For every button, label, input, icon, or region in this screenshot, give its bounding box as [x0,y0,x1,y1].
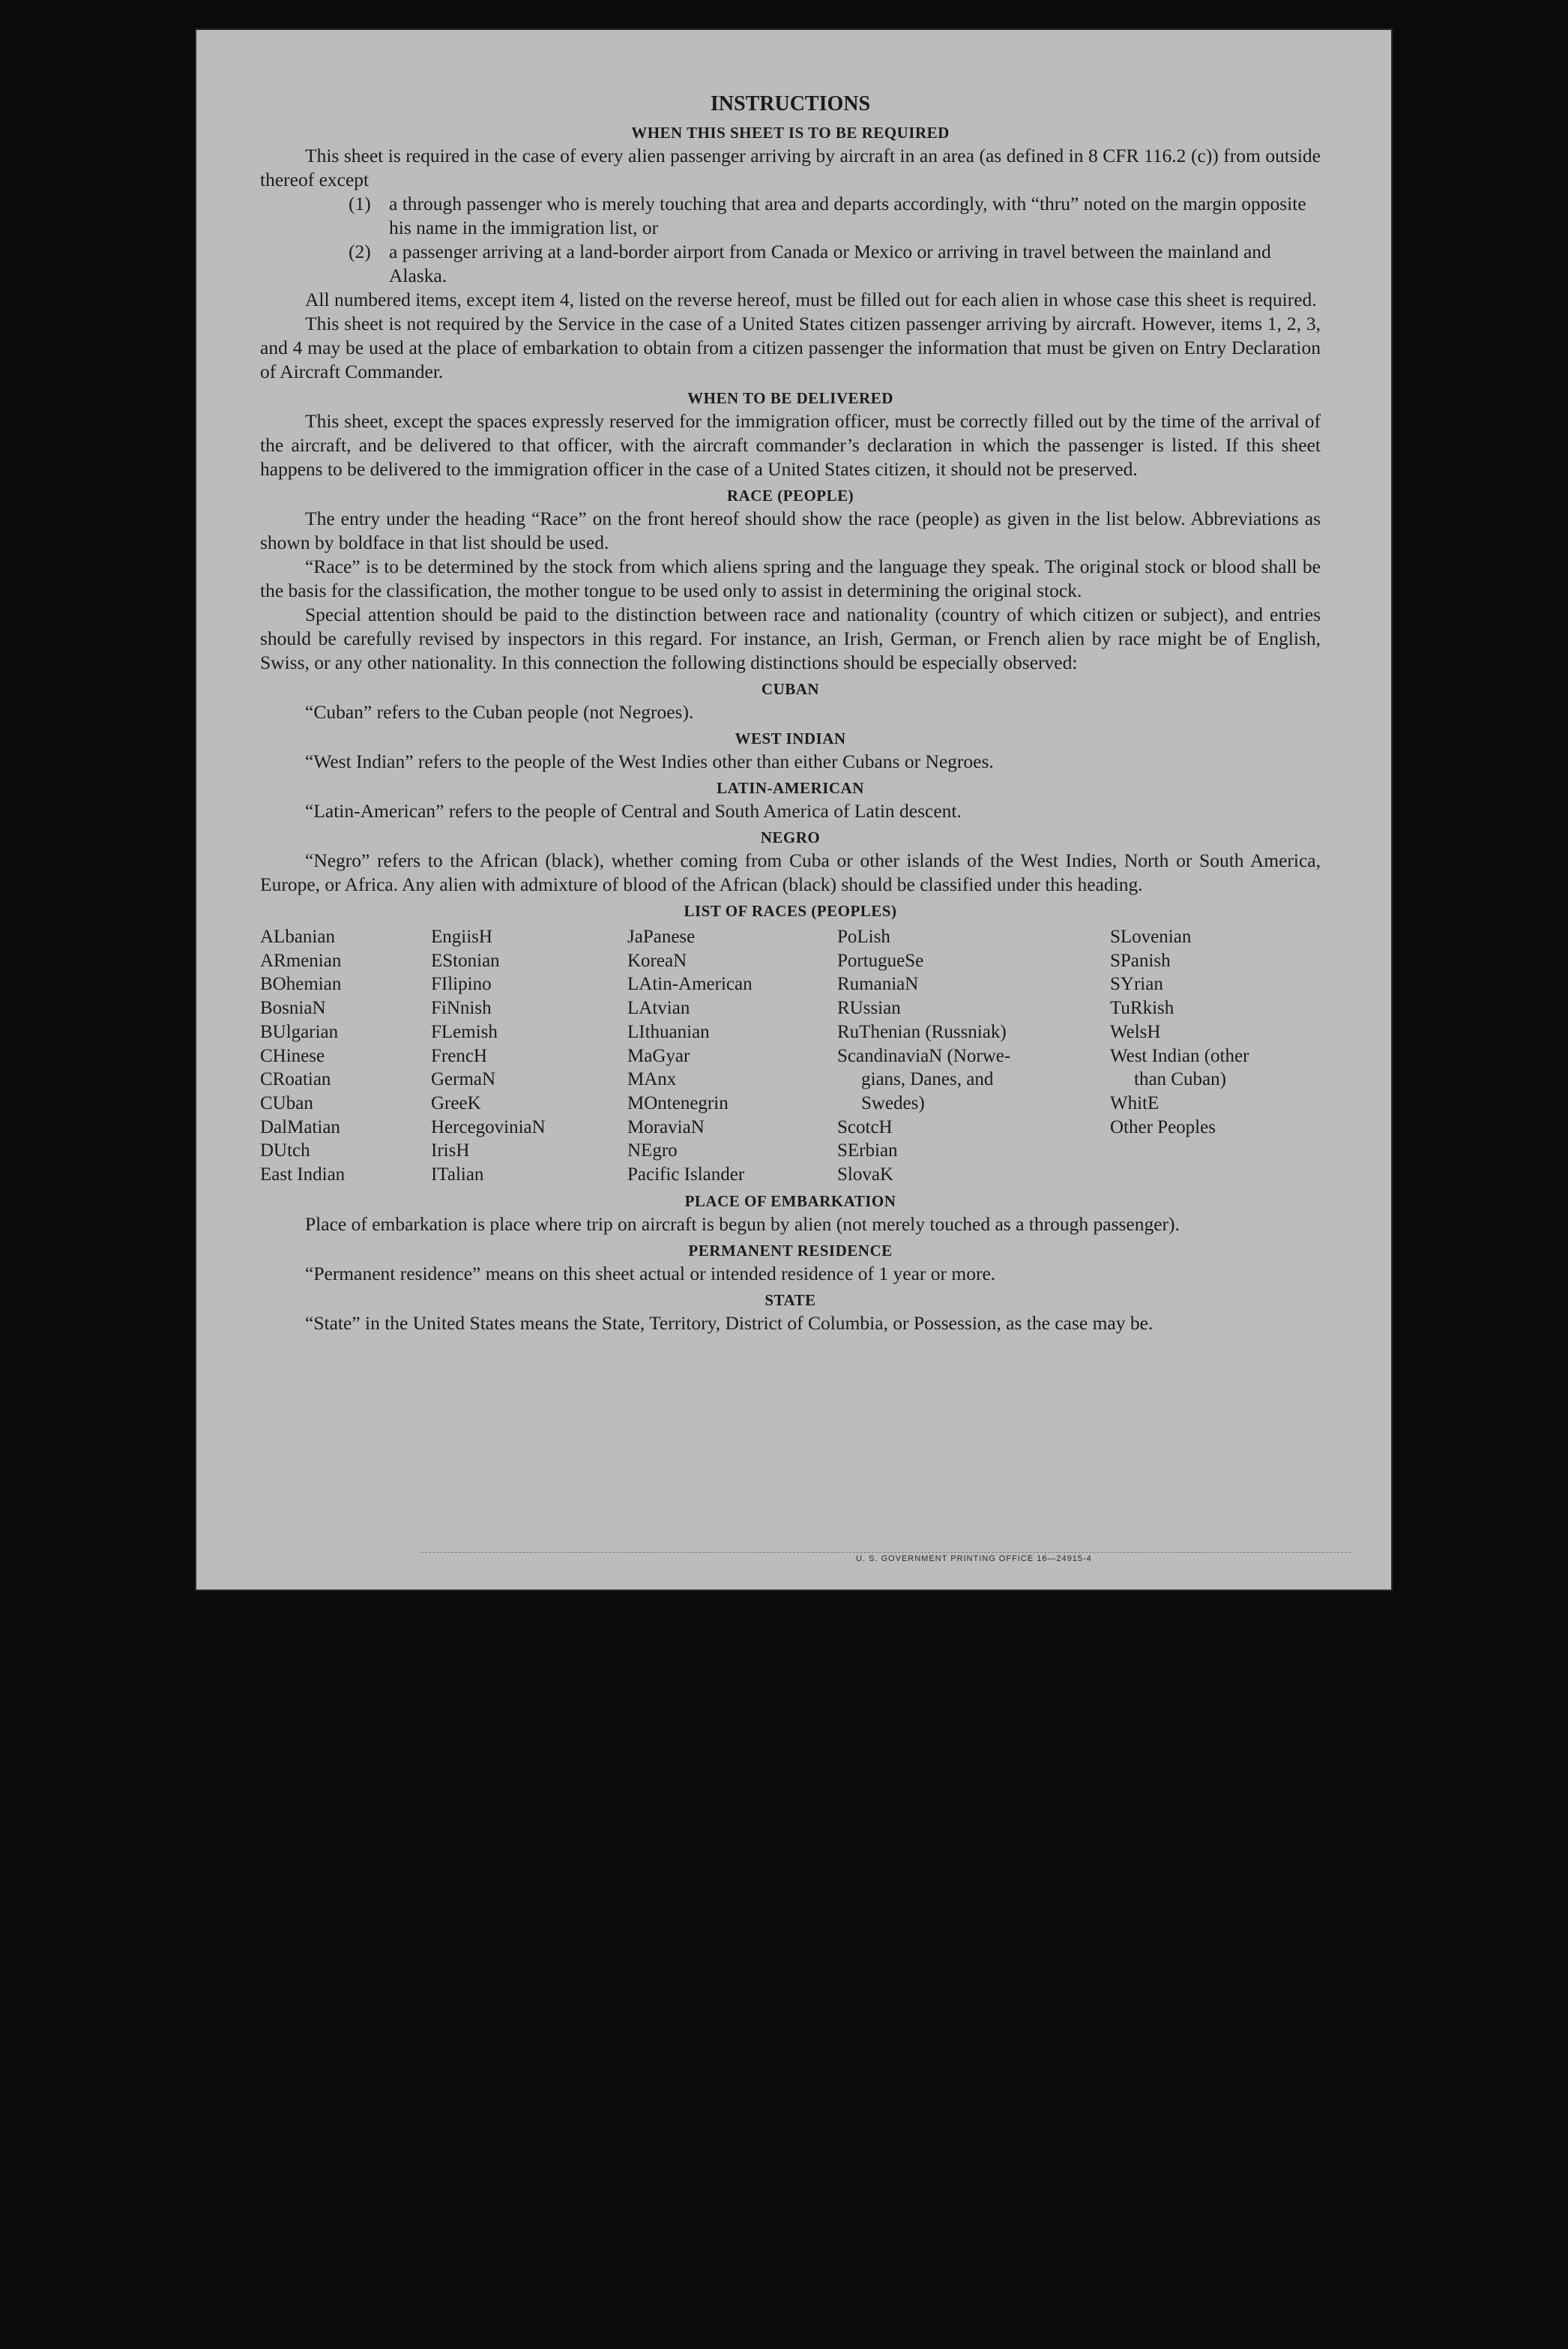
race-item: BUlgarian [260,1021,339,1042]
race-item: BOhemian [260,974,342,995]
race-item: LIthuanian [627,1021,710,1042]
heading-when-required: WHEN THIS SHEET IS TO BE REQUIRED [631,124,950,142]
form-sheet [196,30,1391,1589]
race-item: GermaN [431,1069,496,1090]
heading-state: STATE [765,1290,816,1309]
heading-permanent-residence: PERMANENT RESIDENCE [688,1241,893,1260]
race-item: SLovenian [1110,927,1192,947]
race-paragraph-1: The entry under the heading “Race” on the front hereof should show the race (people) as given in the list below. Abbreviations as shown by boldface in that list should be used. [260,508,1321,553]
heading-race: RACE (PEOPLE) [726,487,854,505]
race-item: WelsH [1110,1021,1161,1042]
race-item: CHinese [260,1045,325,1066]
race-item: ScandinaviaN (Norwe- [837,1045,1011,1066]
race-item: KoreaN [627,950,687,971]
races-column-3 [627,925,837,1187]
race-item: LAtvian [627,998,690,1019]
heading-negro: NEGRO [760,828,821,846]
race-item: Other Peoples [1110,1116,1216,1137]
race-item: MAnx [627,1069,677,1090]
race-item: RumaniaN [837,974,919,995]
cuban-paragraph: “Cuban” refers to the Cuban people (not Negroes). [305,701,694,723]
race-paragraph-2: “Race” is to be determined by the stock from which aliens spring and the language they speak. The original stock or blood shall be the basis for the classification, the mother tongue to be used only to assist in determining the original stock. [260,556,1321,601]
instructions-content [260,90,1321,1335]
race-item: West Indian (other [1110,1045,1249,1066]
delivery-paragraph: This sheet, except the spaces expressly reserved for the immigration officer, must be correctly filled out by the time of the arrival of the aircraft, and be delivered to that officer, with the aircraft commander’s declaration in which the passenger is listed. If this sheet happens to be delivered to the immigration officer in the case of a United States citizen, it should not be preserved. [260,410,1321,480]
numbered-items-paragraph: All numbered items, except item 4, listed on the reverse hereof, must be filled out for each alien in whose case this sheet is required. [305,289,1317,310]
races-column-5 [1110,925,1320,1187]
state-paragraph: “State” in the United States means the State, Territory, District of Columbia, or Possession, as the case may be. [305,1311,1154,1334]
race-item: ScotcH [837,1116,893,1137]
heading-cuban: CUBAN [761,680,820,698]
race-item: RuThenian (Russniak) [837,1021,1007,1042]
race-item: MOntenegrin [627,1092,729,1113]
residence-paragraph: “Permanent residence” means on this sheet actual or intended residence of 1 year or more. [305,1262,996,1284]
race-item: GreeK [431,1092,481,1113]
race-item: ITalian [431,1164,484,1185]
race-item: PortugueSe [837,950,924,971]
printing-office-footer: U. S. GOVERNMENT PRINTING OFFICE 16—24915-4 [856,1554,1092,1563]
race-item: LAtin-American [627,974,753,995]
heading-when-delivered: WHEN TO BE DELIVERED [687,389,893,407]
race-item: IrisH [431,1140,470,1161]
race-item: WhitE [1110,1092,1160,1113]
race-item: FrencH [431,1045,487,1066]
negro-paragraph: “Negro” refers to the African (black), whether coming from Cuba or other islands of the West Indies, North or South America, Europe, or Africa. Any alien with admixture of blood of the African (black) should be classified under this heading. [260,849,1321,895]
race-item: EStonian [431,950,500,971]
race-item: EngiisH [431,927,492,947]
page-title: INSTRUCTIONS [710,92,871,115]
race-item: JaPanese [627,927,696,947]
race-item: than Cuban) [1134,1069,1226,1090]
race-item: CRoatian [260,1069,331,1090]
heading-west-indian: WEST INDIAN [735,730,846,748]
race-item: FLemish [431,1021,498,1042]
race-item: DalMatian [260,1116,340,1137]
race-item: NEgro [627,1140,678,1161]
west-indian-paragraph: “West Indian” refers to the people of the West Indies other than either Cubans or Negroes. [305,751,994,772]
races-column-4 [837,925,1110,1187]
race-item: FiNnish [431,998,492,1019]
race-item: TuRkish [1110,998,1175,1019]
exception-item-2: (2) a passenger arriving at a land-border airport from Canada or Mexico or arriving in travel between the mainland and Alaska. [349,241,1271,286]
race-item: ALbanian [260,927,335,947]
race-item: SYrian [1110,974,1163,995]
race-item: East Indian [260,1164,346,1185]
race-item: RUssian [837,998,901,1019]
exception-item-1: (1) a through passenger who is merely touching that area and departs accordingly, with “thru” noted on the margin opposite his name in the immigration list, or [349,193,1306,238]
race-item: ARmenian [260,950,342,971]
heading-list-of-races: LIST OF RACES (PEOPLES) [684,902,897,920]
race-item: FIlipino [431,974,492,995]
race-item: SlovaK [837,1164,893,1185]
intro-paragraph: This sheet is required in the case of every alien passenger arriving by aircraft in an area (as defined in 8 CFR 116.2 (c)) from outside thereof except [260,145,1321,190]
race-item: DUtch [260,1140,310,1161]
race-item: BosniaN [260,998,326,1019]
latin-american-paragraph: “Latin-American” refers to the people of Central and South America of Latin descent. [305,800,962,822]
race-paragraph-3: Special attention should be paid to the distinction between race and nationality (country of which citizen or subject), and entries should be carefully revised by inspectors in this regard. For instance, an Irish, German, or French alien by race might be of English, Swiss, or any other nationality. In this connection the following distinctions should be especially observed: [260,604,1321,673]
race-item: CUban [260,1092,313,1113]
race-item: MaGyar [627,1045,690,1066]
race-item: Pacific Islander [627,1164,745,1185]
races-column-2 [431,925,627,1187]
race-item: Swedes) [861,1092,925,1113]
heading-latin-american: LATIN-AMERICAN [717,779,864,797]
races-column-1 [260,925,431,1187]
race-item: HercegoviniaN [431,1116,546,1137]
embarkation-paragraph: Place of embarkation is place where trip on aircraft is begun by alien (not merely touched as a through passenger). [305,1212,1180,1235]
races-table [260,925,1321,1187]
race-item: PoLish [837,927,890,947]
race-item: MoraviaN [627,1116,705,1137]
footer-rule [421,1552,1351,1553]
heading-place-of-embarkation: PLACE OF EMBARKATION [684,1191,896,1210]
race-item: SErbian [837,1140,898,1161]
race-item: SPanish [1110,950,1171,971]
citizen-paragraph: This sheet is not required by the Service in the case of a United States citizen passenger arriving by aircraft. However, items 1, 2, 3, and 4 may be used at the place of embarkation to obtain from a citizen passenger the information that must be given on Entry Declaration of Aircraft Commander. [260,313,1321,382]
race-item: gians, Danes, and [861,1069,994,1090]
